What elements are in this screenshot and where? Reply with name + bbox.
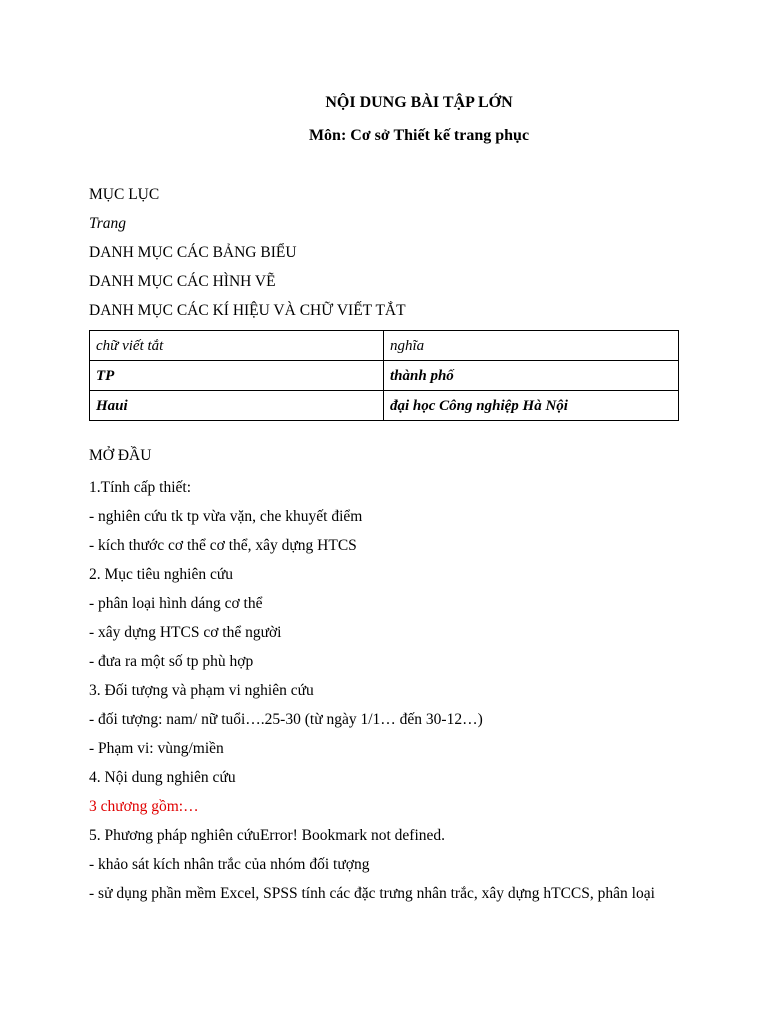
toc-heading: MỤC LỤC (89, 186, 160, 203)
table-row (90, 361, 679, 391)
list-of-figures-heading: DANH MỤC CÁC HÌNH VẼ (89, 273, 276, 290)
abbreviations-table (89, 330, 679, 421)
body-line: - kích thước cơ thể cơ thể, xây dựng HTCS (89, 537, 357, 554)
section-heading: 3. Đối tượng và phạm vi nghiên cứu (89, 682, 314, 699)
body-line: - phân loại hình dáng cơ thể (89, 595, 263, 612)
body-line: - xây dựng HTCS cơ thể người (89, 624, 282, 641)
list-of-tables-heading: DANH MỤC CÁC BẢNG BIỂU (89, 244, 297, 261)
table-cell: đại học Công nghiệp Hà Nội (384, 391, 679, 421)
section-heading: 1.Tính cấp thiết: (89, 479, 192, 496)
highlighted-line: 3 chương gồm:… (89, 798, 199, 815)
table-cell: Haui (90, 391, 384, 421)
body-line: - sử dụng phần mềm Excel, SPSS tính các đặc trưng nhân trắc, xây dựng hTCCS, phân loại (89, 885, 655, 902)
body-line: - khảo sát kích nhân trắc của nhóm đối tượng (89, 856, 370, 873)
table-cell: TP (90, 361, 384, 391)
section-heading: 2. Mục tiêu nghiên cứu (89, 566, 233, 583)
body-line: - đưa ra một số tp phù hợp (89, 653, 254, 670)
document-title: NỘI DUNG BÀI TẬP LỚN (325, 94, 513, 111)
table-header-cell: chữ viết tắt (90, 331, 384, 361)
table-cell: thành phố (384, 361, 679, 391)
section-heading: 4. Nội dung nghiên cứu (89, 769, 236, 786)
table-row (90, 391, 679, 421)
document-subtitle: Môn: Cơ sở Thiết kế trang phục (308, 127, 530, 144)
section-heading: 5. Phương pháp nghiên cứuError! Bookmark not defined. (89, 827, 446, 844)
list-of-abbreviations-heading: DANH MỤC CÁC KÍ HIỆU VÀ CHỮ VIẾT TẮT (89, 302, 406, 319)
body-line: - đối tượng: nam/ nữ tuổi….25-30 (từ ngày 1/1… đến 30-12…) (89, 711, 483, 728)
body-line: - nghiên cứu tk tp vừa vặn, che khuyết điểm (89, 508, 363, 525)
page-label: Trang (89, 215, 127, 232)
table-header-cell: nghĩa (384, 331, 679, 361)
body-line: - Phạm vi: vùng/miền (89, 740, 224, 757)
table-header-row (90, 331, 679, 361)
intro-heading: MỞ ĐẦU (89, 447, 152, 464)
